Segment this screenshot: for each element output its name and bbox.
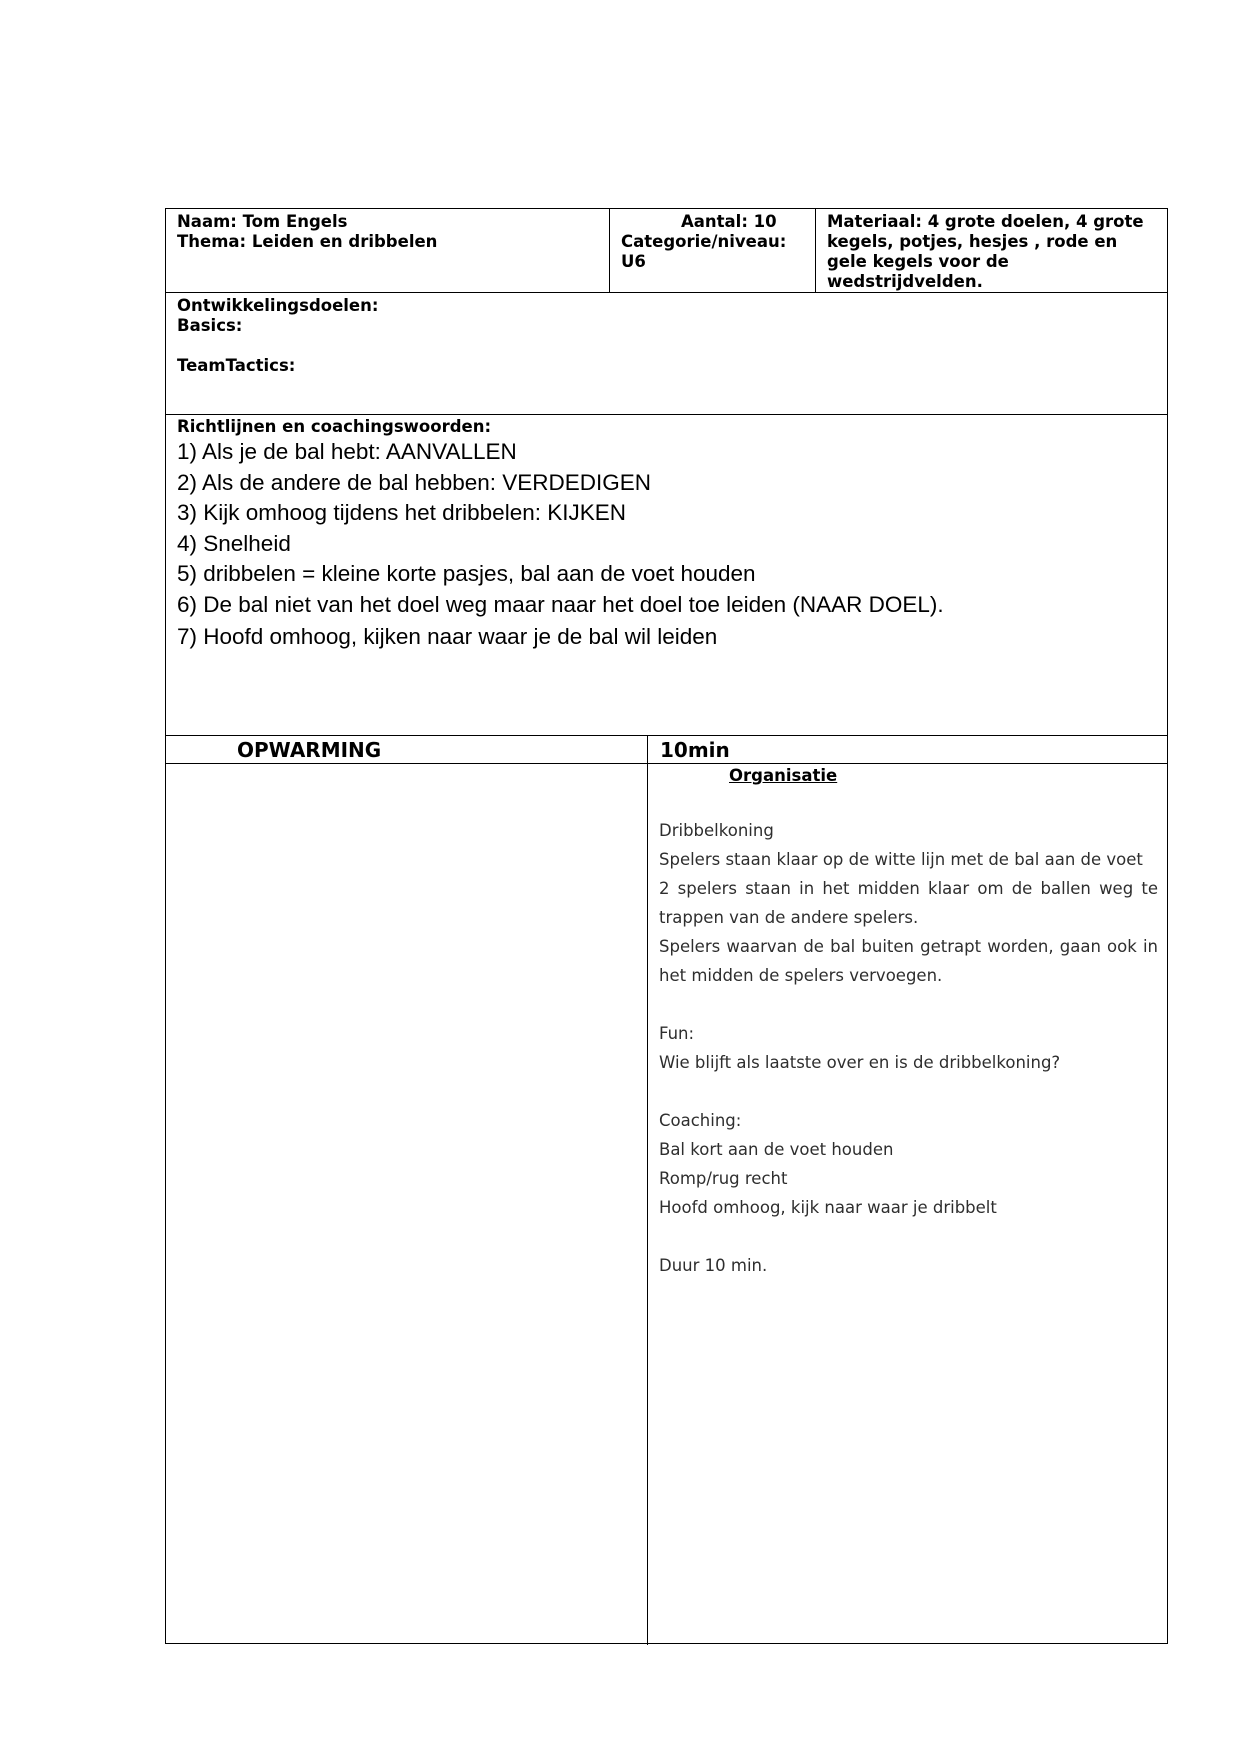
opwarming-duration: 10min (660, 738, 730, 762)
col-divider-2 (815, 209, 816, 293)
richtlijn-item: 7) Hoofd omhoog, kijken naar waar je de bal wil leiden (177, 624, 718, 649)
richtlijnen-title: Richtlijnen en coachingswoorden: (177, 417, 492, 436)
richtlijn-item: 5) dribbelen = kleine korte pasjes, bal aan de voet houden (177, 561, 756, 586)
organisatie-line: Dribbelkoning (659, 821, 774, 840)
blank-line (659, 787, 1158, 816)
organisatie-line: Coaching: (659, 1111, 742, 1130)
organisatie-line: Duur 10 min. (659, 1256, 768, 1275)
col-divider-3 (647, 735, 648, 1645)
materiaal-line: gele kegels voor de (827, 252, 1009, 271)
blank-line (659, 990, 1158, 1019)
blank-line (659, 1222, 1158, 1251)
col-divider-1 (609, 209, 610, 293)
header-left-cell (177, 212, 602, 252)
training-sheet (165, 208, 1168, 1644)
richtlijn-item: 2) Als de andere de bal hebben: VERDEDIGEN (177, 469, 652, 495)
organisatie-line: 2 spelers staan in het midden klaar om de ballen weg te trappen van de andere spelers. (659, 879, 1158, 927)
row-divider-2 (166, 414, 1167, 415)
organisatie-line: Wie blijft als laatste over en is de dribbelkoning? (659, 1053, 1061, 1072)
categorie-text: Categorie/niveau: (621, 232, 787, 251)
basics-label: Basics: (177, 316, 243, 335)
doelen-cell (177, 296, 1157, 376)
organisatie-line: Bal kort aan de voet houden (659, 1140, 894, 1159)
row-divider-1 (166, 292, 1167, 293)
opwarming-title: OPWARMING (237, 738, 382, 762)
row-divider-4 (166, 763, 1167, 764)
organisatie-line: Fun: (659, 1024, 695, 1043)
organisatie-lines (659, 787, 1158, 1280)
doelen-title: Ontwikkelingsdoelen: (177, 296, 379, 315)
materiaal-line: wedstrijdvelden. (827, 272, 983, 291)
richtlijn-item: 4) Snelheid (177, 530, 291, 556)
aantal-text: Aantal: 10 (681, 212, 777, 231)
richtlijn-item: 6) De bal niet van het doel weg maar naar het doel toe leiden (NAAR DOEL). (177, 591, 944, 617)
niveau-text: U6 (621, 252, 646, 271)
teamtactics-label: TeamTactics: (177, 356, 296, 375)
richtlijn-item: 3) Kijk omhoog tijdens het dribbelen: KIJKEN (177, 500, 626, 525)
organisatie-line: Hoofd omhoog, kijk naar waar je dribbelt (659, 1198, 997, 1217)
row-divider-3 (166, 735, 1167, 736)
organisatie-line: Romp/rug recht (659, 1169, 788, 1188)
materiaal-line: kegels, potjes, hesjes , rode en (827, 232, 1118, 251)
organisatie-title: Organisatie (729, 766, 838, 785)
blank-line (659, 1077, 1158, 1106)
organisatie-line: Spelers waarvan de bal buiten getrapt worden, gaan ook in het midden de spelers vervoegen. (659, 937, 1158, 985)
thema-text: Thema: Leiden en dribbelen (177, 232, 438, 251)
header-middle-cell (621, 212, 811, 272)
richtlijn-item: 1) Als je de bal hebt: AANVALLEN (177, 439, 517, 464)
organisatie-cell (659, 765, 1158, 1280)
richtlijnen-cell (177, 417, 1157, 653)
exercise-drawing-area (166, 765, 647, 1643)
organisatie-line: Spelers staan klaar op de witte lijn met de bal aan de voet (659, 850, 1143, 869)
materiaal-line: Materiaal: 4 grote doelen, 4 grote (827, 212, 1144, 231)
naam-text: Naam: Tom Engels (177, 212, 348, 231)
materiaal-cell (827, 212, 1167, 292)
